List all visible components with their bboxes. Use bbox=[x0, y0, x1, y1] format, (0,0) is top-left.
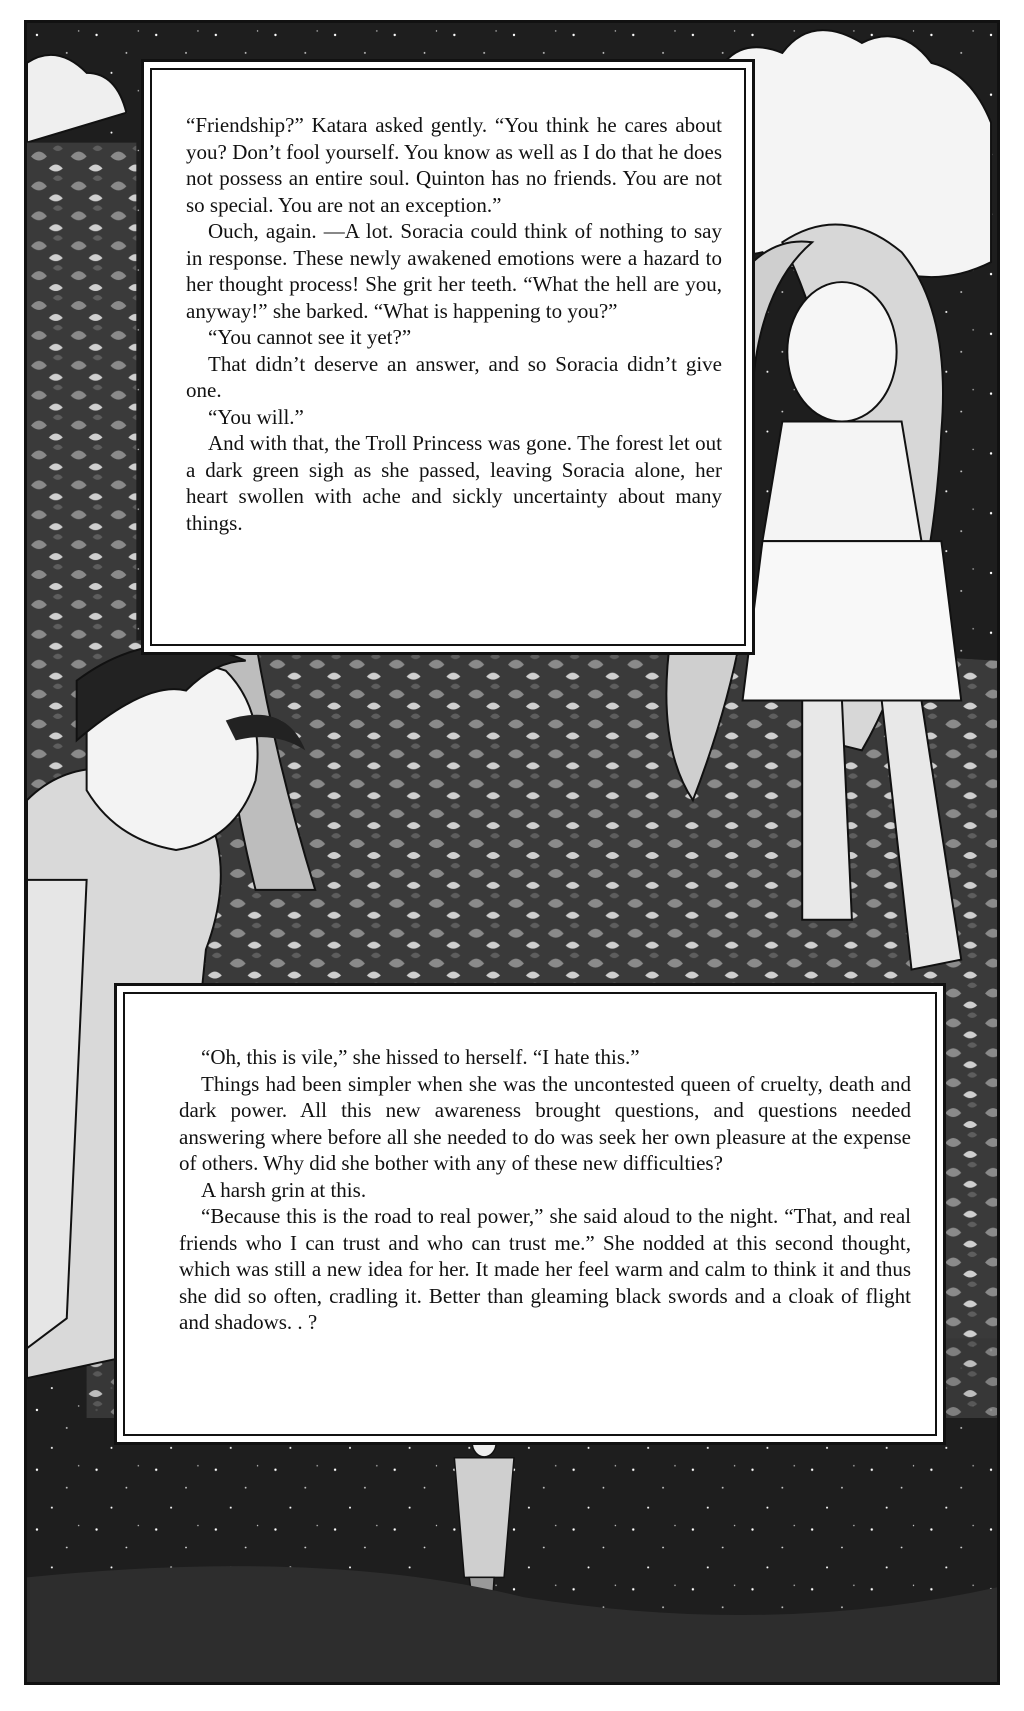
narration-text-top bbox=[186, 112, 722, 632]
paragraph: Ouch, again. —A lot. Soracia could think of nothing to say in response. These newly awakened emotions were a hazard to her thought process! She grit her teeth. “What the hell are you, anyway!” she barked. “What is happening to you?” bbox=[186, 219, 722, 323]
comic-page-frame bbox=[24, 20, 1000, 1685]
paragraph: That didn’t deserve an answer, and so Soracia didn’t give one. bbox=[186, 351, 722, 402]
narration-box-top bbox=[141, 59, 755, 655]
narration-text-bottom bbox=[179, 1044, 911, 1422]
paragraph: A harsh grin at this. bbox=[201, 1177, 367, 1202]
paragraph: “You will.” bbox=[208, 404, 304, 429]
paragraph: “Oh, this is vile,” she hissed to herself. “I hate this.” bbox=[201, 1045, 640, 1069]
paragraph: Things had been simpler when she was the uncontested queen of cruelty, death and dark power. All this new awareness brought questions, and questions needed answering where before all she needed to do was seek her own pleasure at the expense of others. Why did she bother with any of these new difficulties? bbox=[179, 1071, 911, 1175]
narration-box-bottom bbox=[114, 983, 946, 1445]
paragraph: And with that, the Troll Princess was gone. The forest let out a dark green sigh as she passed, leaving Soracia alone, her heart swollen with ache and sickly uncertainty about many things. bbox=[186, 431, 722, 535]
paragraph: “You cannot see it yet?” bbox=[208, 325, 412, 349]
paragraph: “Friendship?” Katara asked gently. “You think he cares about you? Don’t fool yourself. You know as well as I do that he does not possess an entire soul. Quinton has no friends. You are not so special. You are not an exception.” bbox=[186, 113, 722, 217]
paragraph: “Because this is the road to real power,” she said aloud to the night. “That, and real friends who I can trust and who can trust me.” She nodded at this second thought, which was still a new idea for her. It made her feel warm and calm to think it and thus she did so often, cradling it. Better than gleaming black swords and a cloak of flight and shadows. . ? bbox=[179, 1204, 911, 1334]
